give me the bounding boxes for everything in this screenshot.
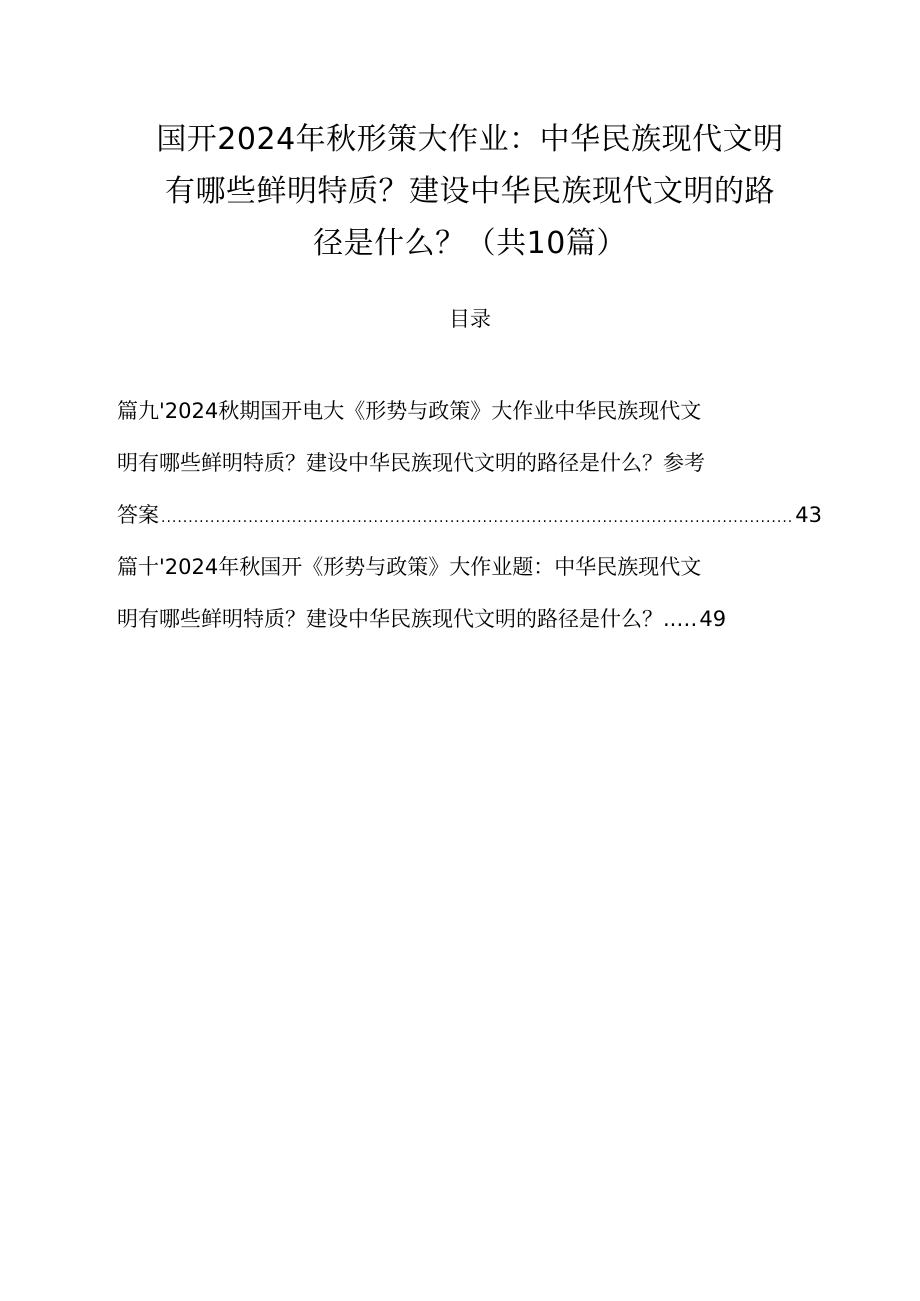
table-of-contents [117, 395, 822, 655]
toc-entry-10[interactable] [117, 551, 822, 655]
toc-entry-last-line [117, 499, 822, 551]
title-line-3: 径是什么？（共10篇） [313, 226, 627, 261]
toc-page-number: 49 [699, 607, 727, 631]
toc-entry-line: 明有哪些鲜明特质？建设中华民族现代文明的路径是什么？参考 [117, 451, 705, 475]
toc-entry-tail-text: 明有哪些鲜明特质？建设中华民族现代文明的路径是什么？..… [117, 607, 698, 631]
toc-entry-last-line [117, 603, 822, 655]
toc-page-number: 43 [795, 503, 822, 527]
toc-heading: 目录 [449, 307, 491, 331]
title-line-2: 有哪些鲜明特质？建设中华民族现代文明的路 [165, 174, 775, 209]
title-line-1: 国开2024年秋形策大作业：中华民族现代文明 [156, 122, 784, 157]
toc-entry-line: 篇十'2024年秋国开《形势与政策》大作业题：中华民族现代文 [117, 555, 702, 579]
toc-entry-tail-text: 答案 [117, 503, 159, 527]
toc-entry-9[interactable] [117, 395, 822, 551]
document-title [120, 114, 820, 270]
dot-leader [161, 502, 793, 534]
toc-entry-line: 篇九'2024秋期国开电大《形势与政策》大作业中华民族现代文 [117, 399, 702, 423]
